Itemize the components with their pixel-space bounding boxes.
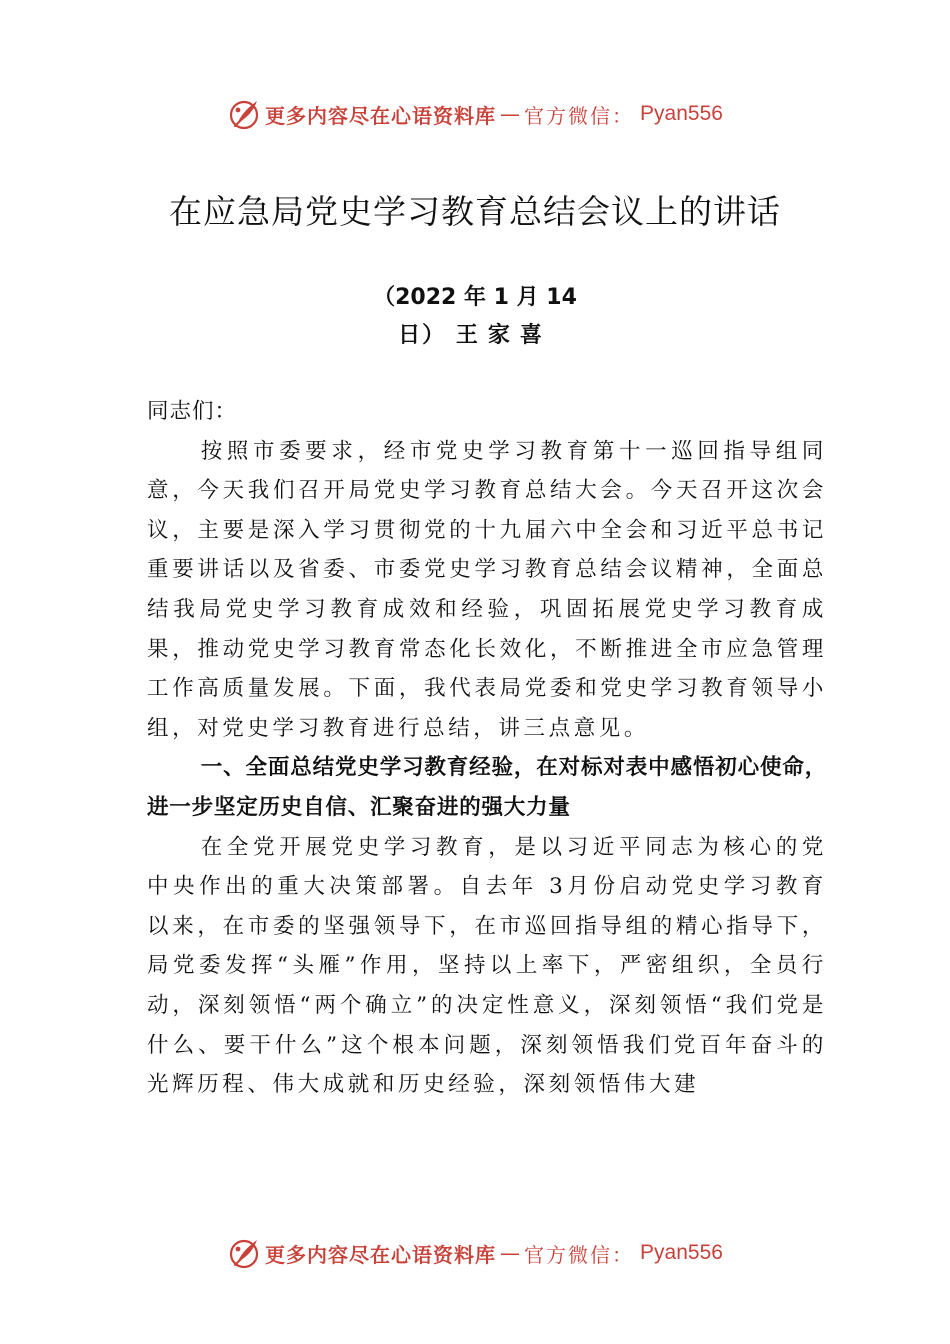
document-title: 在应急局党史学习教育总结会议上的讲话 [169,192,781,231]
watermark-text: 更多内容尽在心语资料库 [265,1242,497,1267]
watermark-wechat-id: Pyan556 [640,1241,723,1264]
watermark-label: 官方微信： [524,103,635,128]
feather-quill-logo-icon [227,1236,261,1270]
date-line-2 [0,318,950,349]
author-name: 王家喜 [455,323,552,348]
greeting: 同志们： [147,399,238,424]
date-line-1: （2022 年 1 月 14 [373,285,577,310]
paragraph-1: 按照市委要求，经市党史学习教育第十一巡回指导组同意，今天我们召开局党史学习教育总结大会。今天召开这次会议，主要是深入学习贯彻党的十九届六中全会和习近平总书记重要讲话以及省委、市委党史学习教育总结会议精神，全面总结我局党史学习教育成效和经验，巩固拓展党史学习教育成果，推动党史学习教育常态化长效化，不断推进全市应急管理工作高质量发展。下面，我代表局党委和党史学习教育领导小组，对党史学习教育进行总结，讲三点意见。 [147,438,827,741]
watermark-text: 更多内容尽在心语资料库 [265,103,497,128]
watermark-separator: — [500,102,521,126]
watermark-banner-bottom [0,1233,950,1273]
paragraph-2: 在全党开展党史学习教育，是以习近平同志为核心的党中央作出的重大决策部署。自去年 3月份启动党史学习教育以来，在市委的坚强领导下，在市巡回指导组的精心指导下，局党委发挥“头雁”作用，坚持以上率下，严密组织，全员行动，深刻领悟“两个确立”的决定性意义，深刻领悟“我们党是什么、要干什么”这个根本问题，深刻领悟我们党百年奋斗的光辉历程、伟大成就和历史经验，深刻领悟伟大建 [147,834,827,1098]
watermark-separator: — [500,1241,521,1265]
feather-quill-logo-icon [227,97,261,131]
section-heading-1: 一、全面总结党史学习教育经验，在对标对表中感悟初心使命，进一步坚定历史自信、汇聚奋进的强大力量 [147,755,827,820]
document-body [147,392,827,1105]
watermark-wechat-id: Pyan556 [640,102,723,125]
watermark-banner-top [0,94,950,134]
watermark-label: 官方微信： [524,1242,635,1267]
date-line-2-prefix: 日） [398,323,447,348]
